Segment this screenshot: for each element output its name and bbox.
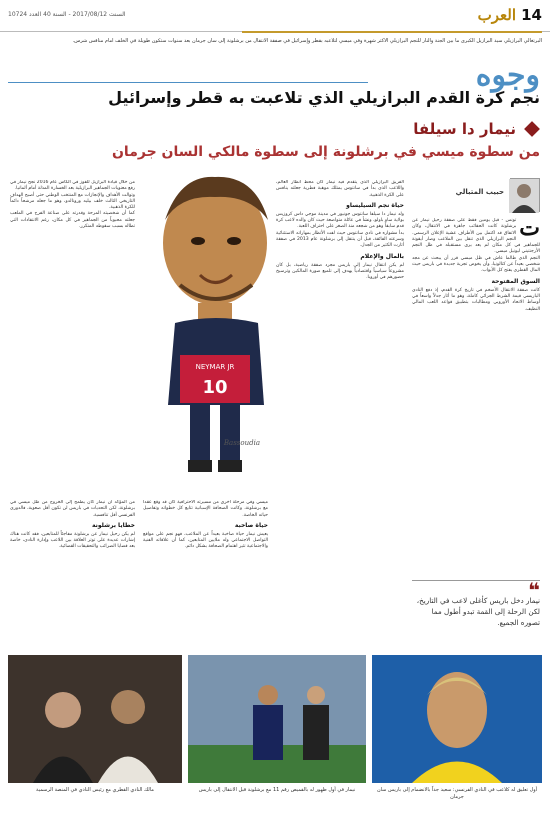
headline: نجم كرة القدم البرازيلي الذي تلاعبت به قطر وإسرائيل xyxy=(108,88,540,107)
paragraph: كانت صفقة الانتقال الأضخم في تاريخ كرة القدم، إذ دفع النادي الباريسي قيمة الشرط الجزائي كاملة، وهو ما أثار جدلاً واسعاً في أوساط الاتحاد الأوروبي ومطالبات بتطبيق قواعد اللعب المالي النظيف. xyxy=(412,287,540,312)
photo-captions xyxy=(8,787,542,817)
photo-caption: أول تعليق له كلاعب في النادي الفرنسي: سعيد جداً بالانضمام إلى باريس سان جرمان xyxy=(376,787,538,800)
paragraph: تونس - قبل يومين فقط على صفقة رحيل نيمار عن برشلونة كانت الحقائب جاهزة في الانتقال، وكان الاتفاق قد اكتمل بين الأطراف عشية الإعلان الرسمي. النجم البرازيلي الذي تنقل بين الملاعب وصار أيقونة للجماهير في كل مكان لم يعد يرى مستقبله في ظل النجم الأرجنتيني ليونيل ميسي. xyxy=(412,218,540,255)
quote-text: نيمار دخل باريس كأغلى لاعب في التاريخ، لكن الرحلة إلى القمة تبدو أطول مما تصوره الجميع. xyxy=(416,596,540,627)
shirt-name: NEYMAR JR xyxy=(195,363,235,371)
article-column-5 xyxy=(10,180,135,480)
section-rule xyxy=(8,82,368,83)
match-icon xyxy=(188,655,366,783)
paragraph: بدأ مشواره في نادي سانتوس حيث لفت الأنظار بمهاراته الاستثنائية وسرعته الفائقة، قبل أن ينتقل إلى برشلونة عام 2013 في صفقة أثارت الكثير من الجدل. xyxy=(276,230,404,249)
paragraph: كما أن شخصيته المرحة وقدرته على صناعة الفرح في الملعب جعلته محبوباً من الجماهير في كل مكان، رغم الانتقادات التي تطاله بسبب سقوطه المتكرر. xyxy=(10,211,135,230)
ticker-text: البرتغالي البرازيلي سيد البرازيل الكبرى ما بين الجنة والنار للنجم البرازيلي الأكثر شهرة وفي ميسي لتلاعبه بقطر وإسرائيل في صفقة الانتقال من برشلونة إلى سان جرمان بعد سنوات ستكون طويلة في الخلف أمام منافس شرس. xyxy=(72,38,542,44)
diamond-icon xyxy=(524,121,540,137)
subheading: بالمال والإعلام xyxy=(360,252,404,260)
page-number: 14 xyxy=(521,6,542,24)
quote-icon: ❝ xyxy=(528,578,540,602)
page-header xyxy=(0,0,550,32)
issue-info: السنت 2017/08/12 - السنة 40 العدد 10724 xyxy=(8,11,126,18)
paragraph: وتوالت الأهداف والإنجازات مع المنتخب الوطني حتى أصبح الهداف التاريخي الثالث خلف بيليه ورونالدو، وهو ما جعله مرشحاً دائماً للكرة الذهبية. xyxy=(10,192,135,211)
caricature-icon xyxy=(140,165,290,495)
paragraph: يعيش نيمار حياة صاخبة بعيداً عن الملاعب، فهو نجم على مواقع التواصل الاجتماعي وله ملايين المتابعين، كما أن علاقاته الفنية والاجتماعية تثير اهتمام الصحافة بشكل دائم. xyxy=(143,531,268,550)
shirt-number: 10 xyxy=(202,377,228,398)
person-icon xyxy=(509,179,539,213)
dropcap: ت xyxy=(519,218,540,241)
photo-owners xyxy=(8,655,182,783)
subheadline: من سطوة ميسي في برشلونة إلى سطوة مالكي السان جرمان xyxy=(111,144,540,160)
photo-neymar-match xyxy=(188,655,366,783)
photo-strip xyxy=(8,655,542,783)
subheading: حياة نجم السيليساو xyxy=(346,201,404,209)
author-box xyxy=(412,178,540,214)
paragraph: النجم الذي طالما عاش في ظل ميسي قرر أن يبحث عن مجد شخصي بعيداً عن كتالونيا، وأن يخوض تجربة جديدة في باريس حيث المال القطري يفتح كل الأبواب. xyxy=(412,255,540,274)
article-column-4 xyxy=(10,500,135,650)
owners-icon xyxy=(8,655,182,783)
caricature-illustration xyxy=(140,165,290,495)
article-column-3 xyxy=(143,500,268,650)
paragraph: من خلال قيادة البرازيل للفوز في الكأس عام 2016 نجح نيمار في رفع معنويات الجماهير البرازيلية بعد الخسارة المذلة أمام ألمانيا. xyxy=(10,180,135,192)
subheading: خطايا برشلونة xyxy=(91,521,135,529)
subheading: حياة صاخبة xyxy=(234,521,268,529)
photo-neymar-portrait xyxy=(372,655,542,783)
newspaper-logo: العرب xyxy=(477,6,516,24)
paragraph: ميسي وفي مرحلة أخرى من مسيرته الاحترافية كان قد وقع عقداً مع برشلونة، وكانت الصحافة الإسبانية تتابع كل خطواته وتفاصيل حياته الخاصة. xyxy=(143,500,268,518)
paragraph: الفريق البرازيلي الذي يتقدم فيه نيمار كان محط أنظار العالم، واللاعب الذي بدأ في سانتوس يمتلك موهبة فطرية جعلته ينافس على الكرة الذهبية. xyxy=(276,180,404,198)
paragraph: لم يكن انتقال نيمار إلى باريس مجرد صفقة رياضية، بل كان مشروعاً سياسياً واقتصادياً يهدف إلى تلميع صورة المالكين وترسيخ حضورهم في أوروبا. xyxy=(276,262,404,281)
pull-quote xyxy=(412,580,540,628)
photo-caption: نيمار في أول ظهور له بالقميص رقم 11 مع برشلونة قبل الانتقال إلى باريس xyxy=(198,787,356,793)
subheading: السوق المفتوحة xyxy=(491,277,540,285)
header-rule xyxy=(242,31,542,33)
author-name: حبيب المتبالي xyxy=(455,188,504,196)
name-row xyxy=(413,118,540,140)
paragraph: لم يكن رحيل نيمار عن برشلونة مفاجئاً للمتابعين، فقد كانت هناك إشارات عديدة على توتر العلاقة بين اللاعب وإدارة النادي، خاصة بعد قضايا الضرائب والتحقيقات القضائية. xyxy=(10,531,135,550)
photo-caption: مالك النادي القطري مع رئيس النادي في المنصة الرسمية xyxy=(36,787,154,793)
section-title: وجوه xyxy=(475,58,540,93)
artist-signature: Bassoudia xyxy=(223,439,260,447)
paragraph: ولد نيمار دا سيلفا سانتوس جونيور في مدينة موجي داس كروزيس بولاية ساو باولو، ونشأ في عائلة متواضعة حيث كان والده لاعب كرة قدم سابقاً وهو من شجعه منذ الصغر على احتراف اللعبة. xyxy=(276,211,404,230)
paragraph: من المؤكد أن نيمار كان يطمح إلى الخروج من ظل ميسي في برشلونة، لكن التحديات في باريس لن تكون أقل صعوبة، فالدوري الفرنسي أقل تنافسية. xyxy=(10,500,135,518)
subject-name: نيمار دا سيلفا xyxy=(413,120,516,138)
portrait-icon xyxy=(372,655,542,783)
article-column-2 xyxy=(276,180,404,655)
author-photo xyxy=(510,178,540,212)
